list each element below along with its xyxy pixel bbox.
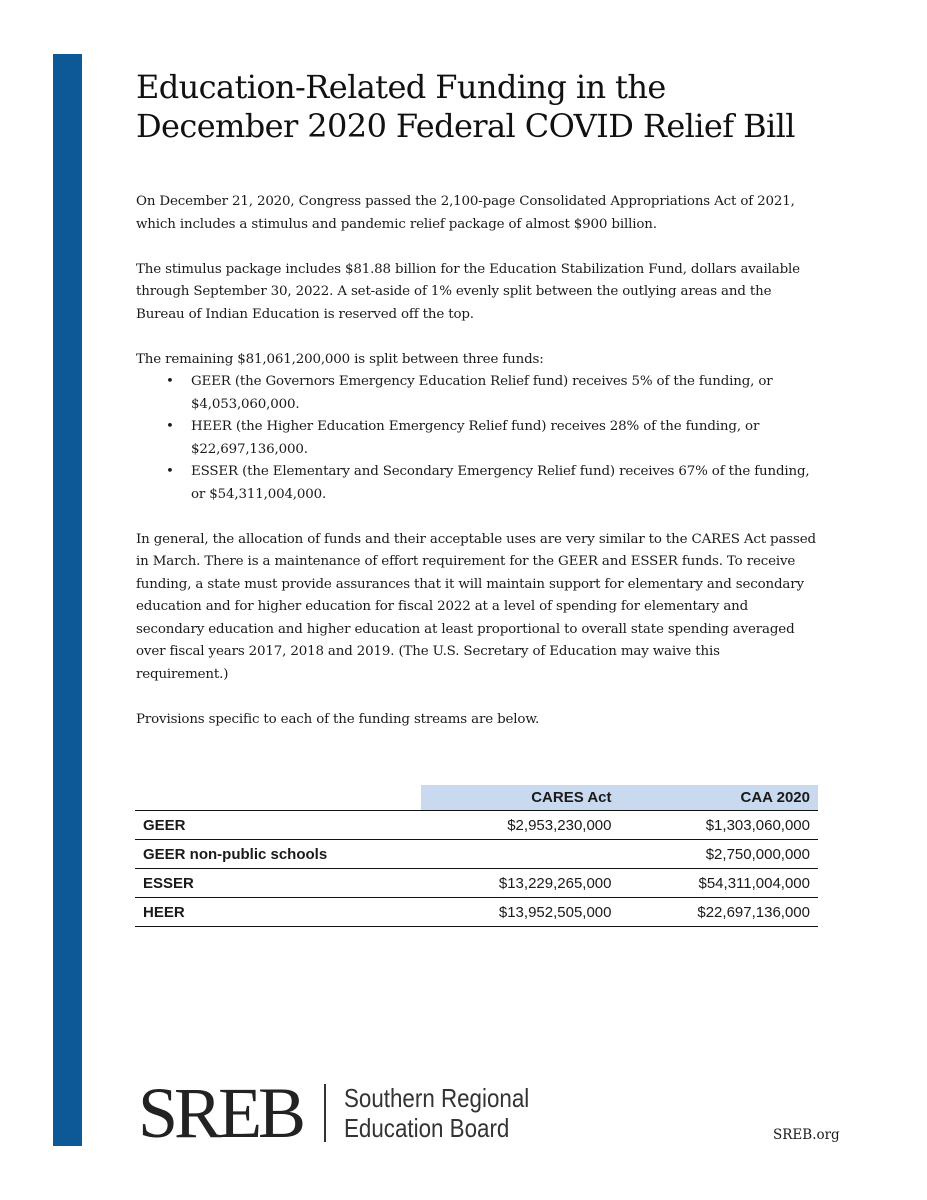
caa-2020-value: $2,750,000,000 [620, 840, 819, 869]
table-row [135, 869, 818, 898]
sreb-logo [138, 1073, 559, 1153]
table-row [135, 840, 818, 869]
row-label: ESSER [135, 869, 421, 898]
list-item-text: HEER (the Higher Education Emergency Relief fund) receives 28% of the funding, or $22,697,136,000. [191, 419, 760, 457]
bullet-icon: • [166, 464, 174, 479]
funding-comparison-table [135, 785, 818, 927]
organization-name [344, 1083, 529, 1143]
caa-2020-value: $1,303,060,000 [620, 811, 819, 840]
row-label: GEER [135, 811, 421, 840]
table-header-row [135, 785, 818, 811]
website-url: SREB.org [773, 1127, 840, 1143]
title-line-2: December 2020 Federal COVID Relief Bill [136, 107, 795, 145]
list-item-text: ESSER (the Elementary and Secondary Emergency Relief fund) receives 67% of the funding, or $54,311,004,000. [191, 464, 810, 502]
organization-name-line-1: Southern Regional [343, 1083, 529, 1113]
list-item [166, 461, 816, 506]
logo-divider [324, 1084, 326, 1142]
caa-2020-value: $22,697,136,000 [620, 898, 819, 927]
table-header-blank [135, 785, 421, 811]
list-item [166, 416, 816, 461]
table-row [135, 811, 818, 840]
list-item [166, 371, 816, 416]
table-header-cares-act: CARES Act [421, 785, 620, 811]
cares-act-value: $13,952,505,000 [421, 898, 620, 927]
bullet-icon: • [166, 374, 174, 389]
sreb-logo-mark: SREB [138, 1073, 303, 1153]
intro-paragraph: On December 21, 2020, Congress passed the 2,100-page Consolidated Appropriations Act of 2021, which includes a stimulus and pandemic relief package of almost $900 billion. [136, 194, 795, 232]
stimulus-paragraph: The stimulus package includes $81.88 billion for the Education Stabilization Fund, dollars available through September 30, 2022. A set-aside of 1% evenly split between the outlying areas and the Bureau of Indian Education is reserved off the top. [136, 261, 800, 322]
cares-act-value: $13,229,265,000 [421, 869, 620, 898]
list-item-text: GEER (the Governors Emergency Education Relief fund) receives 5% of the funding, or $4,053,060,000. [191, 374, 773, 412]
organization-name-line-2: Education Board [343, 1113, 509, 1143]
caa-2020-value: $54,311,004,000 [620, 869, 819, 898]
cares-act-value [421, 840, 620, 869]
provisions-paragraph: Provisions specific to each of the funding streams are below. [136, 711, 540, 727]
decorative-side-bar [53, 54, 82, 1146]
cares-act-value: $2,953,230,000 [421, 811, 620, 840]
row-label: HEER [135, 898, 421, 927]
row-label: GEER non-public schools [135, 840, 421, 869]
remaining-funds-paragraph: The remaining $81,061,200,000 is split between three funds: [136, 351, 544, 367]
page-title [136, 68, 856, 146]
table-header-caa-2020: CAA 2020 [620, 785, 819, 811]
title-line-1: Education-Related Funding in the [136, 68, 666, 106]
funds-list [136, 371, 816, 506]
document-body [136, 191, 816, 754]
general-allocation-paragraph: In general, the allocation of funds and their acceptable uses are very similar to the CARES Act passed in March. There is a maintenance of effort requirement for the GEER and ESSER funds. To receive funding, a state must provide assurances that it will maintain support for elementary and secondary education and for higher education for fiscal 2022 at a level of spending for elementary and secondary education and higher education at least proportional to overall state spending averaged over fiscal years 2017, 2018 and 2019. (The U.S. Secretary of Education may waive this requirement.) [136, 531, 816, 682]
table-row [135, 898, 818, 927]
bullet-icon: • [166, 419, 174, 434]
